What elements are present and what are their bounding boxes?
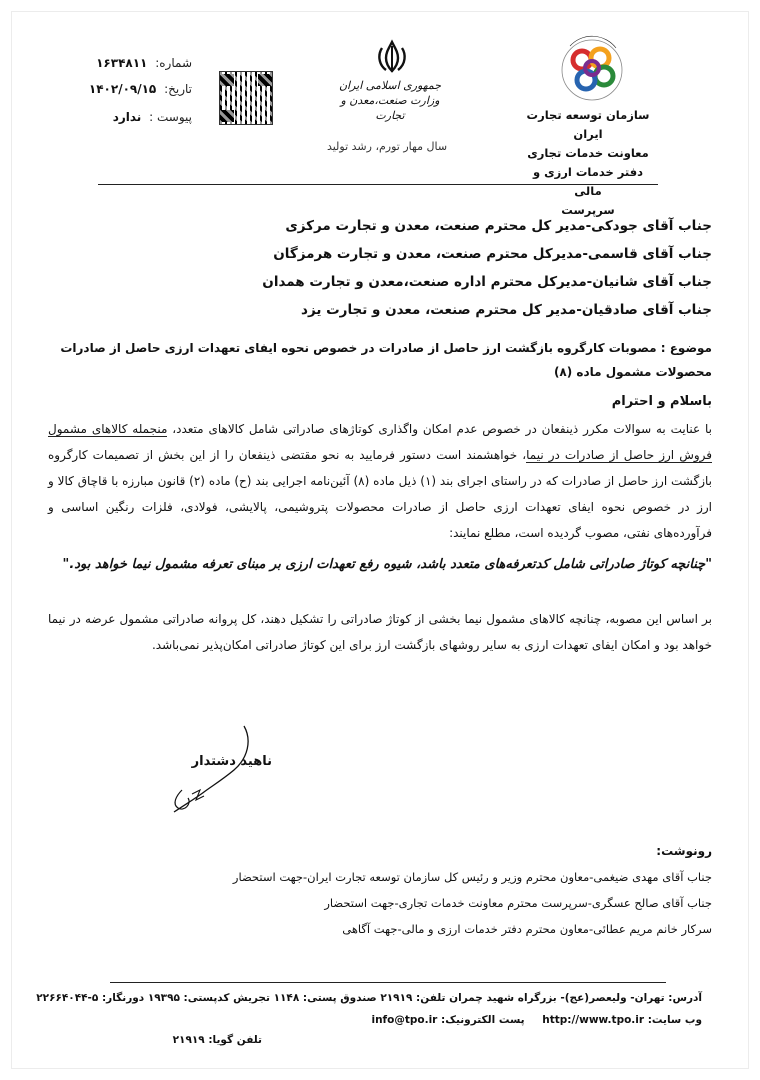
attachment-row [72,110,192,124]
org-line-4: سرپرست [561,203,615,217]
signer-name: ناهید دشتدار [191,754,272,769]
cc-item: جناب آقای مهدی ضیغمی-معاون محترم وزیر و رئیس کل سازمان توسعه تجارت ایران-جهت استحضار [232,870,712,884]
paragraph-1-part-b: ، خواهشمند است دستور فرمایید به نحو مقتضی ذینفعان را از این بخش از تصمیمات کارگروه بازگشت ارز حاصل از صادرات که در راستای اجرای بند (۱) ذیل ماده (۸) آئین‌نامه اجرایی بند (ح) ماده (۲) قانون مبارزه با قاچاق کالا و ارز در خصوص نحوه ایفای تعهدات ارزی حاصل از صادرات محصولات پتروشیمی، پالایشی، فولادی، فلزات رنگین اساسی و فرآورده‌های نفتی، مصوب گردیده است، مطلع نمایند: [48,448,712,540]
recipients-list [52,212,712,324]
greeting: باسلام و احترام [611,394,712,409]
letter-page [12,12,748,1068]
org-department-block [518,106,658,220]
footer-email: پست الکترونیک: info@tpo.ir [371,1014,525,1026]
header-divider [98,184,658,185]
number-value: ۱۶۳۴۸۱۱ [96,56,148,70]
footer-contacts [162,1014,702,1026]
footer-address: آدرس: تهران- ولیعصر(عج)- بزرگراه شهید چمران تلفن: ۲۱۹۱۹ صندوق پستی: ۱۱۴۸ تجریش کدپستی: ۱۹۳۹۵ دورنگار: ۵-۲۲۶۶۴۰۴۴ [36,992,702,1004]
org-line-2: معاونت خدمات تجاری [527,146,649,160]
footer-divider [110,982,666,983]
cc-item: جناب آقای صالح عسگری-سرپرست محترم معاونت خدمات تجاری-جهت استحضار [324,896,712,910]
recipient-line: جناب آقای صادقیان-مدیر کل محترم صنعت، معدن و تجارت یزد [301,302,712,318]
recipient-line: جناب آقای قاسمی-مدیرکل محترم صنعت، معدن و تجارت هرمزگان [273,246,712,262]
handwritten-signature [152,720,262,820]
date-value: ۱۴۰۲/۰۹/۱۵ [88,82,157,96]
cc-item: سرکار خانم مریم عطائی-معاون محترم دفتر خدمات ارزی و مالی-جهت آگاهی [342,922,712,936]
body-paragraph-2: بر اساس این مصوبه، چنانچه کالاهای مشمول نیما بخشی از کوتاژ صادراتی را تشکیل دهند، کل پروانه صادراتی مشمول عرضه در نیما خواهد بود و امکان ایفای تعهدات ارزی به سایر روشهای بازگشت ارز برای این کوتاژ صادراتی امکان‌پذیر نمی‌باشد. [48,612,712,652]
qr-code [220,72,272,124]
ministry-title [330,78,450,123]
year-slogan: سال مهار تورم، رشد تولید [326,140,448,153]
recipient-line: جناب آقای شانیان-مدیرکل محترم اداره صنعت،معدن و تجارت همدان [262,274,712,290]
date-row [72,82,192,96]
date-label: تاریخ: [164,82,192,96]
recipient-line: جناب آقای جودکی-مدیر کل محترم صنعت، معدن و تجارت مرکزی [285,218,712,234]
ministry-line-1: جمهوری اسلامی ایران [338,79,442,92]
footer-phone: تلفن گویا: ۲۱۹۱۹ [172,1034,262,1046]
attachment-label: پیوست : [149,110,192,124]
ministry-line-2: وزارت صنعت،معدن و تجارت [340,94,440,122]
cc-title: رونوشت: [656,844,712,858]
number-label: شماره: [155,56,192,70]
resolution-quote: "چنانچه کوتاژ صادراتی شامل کدتعرفه‌های متعدد باشد، شیوه رفع تعهدات ارزی بر مبنای تعرفه مشمول نیما خواهد بود." [62,557,712,572]
paragraph-1-part-a: با عنایت به سوالات مکرر ذینفعان در خصوص عدم امکان واگذاری کوتاژهای صادراتی شامل کالاهای متعدد، [167,422,712,436]
footer-website: وب سایت: http://www.tpo.ir [542,1014,702,1026]
attachment-value: ندارد [112,110,142,124]
cc-list [212,864,712,942]
body-paragraph-1 [48,416,712,546]
tpo-logo-icon [542,32,642,112]
org-line-1: سازمان توسعه تجارت ایران [526,108,650,141]
paragraph-1-underlined: منجمله کالاهای مشمول فروش ارز حاصل از صادرات در نیما [48,422,712,462]
subject-line: موضوع : مصوبات کارگروه بازگشت ارز حاصل از صادرات در خصوص نحوه ایفای تعهدات ارزی حاصل از صادرات محصولات مشمول ماده (۸) [60,341,712,379]
number-row [72,56,192,70]
org-line-3: دفتر خدمات ارزی و مالی [532,165,644,198]
